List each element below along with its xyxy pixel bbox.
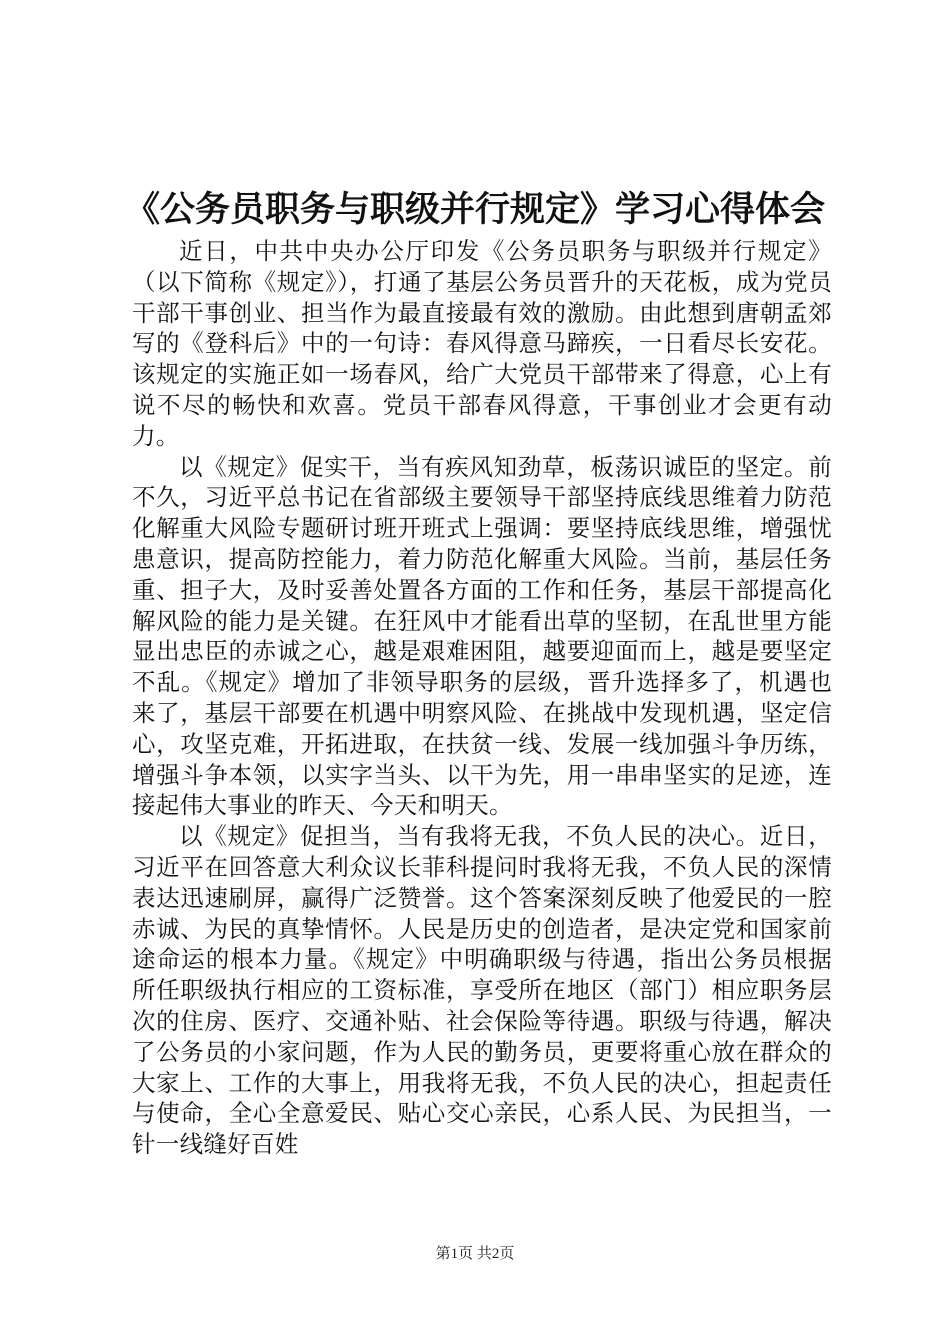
paragraph-2: 以《规定》促实干，当有疾风知劲草，板荡识诚臣的坚定。前不久，习近平总书记在省部级主要领导干部坚持底线思维着力防范化解重大风险专题研讨班开班式上强调：要坚持底线思维，增强忧患意识，提高防控能力，着力防范化解重大风险。当前，基层任务重、担子大，及时妥善处置各方面的工作和任务，基层干部提高化解风险的能力是关键。在狂风中才能看出草的坚韧，在乱世里方能显出忠臣的赤诚之心，越是艰难困阻，越要迎面而上，越是要坚定不乱。《规定》增加了非领导职务的层级，晋升选择多了，机遇也来了，基层干部要在机遇中明察风险、在挑战中发现机遇，坚定信心，攻坚克难，开拓进取，在扶贫一线、发展一线加强斗争历练，增强斗争本领，以实字当头、以干为先，用一串串坚实的足迹，连接起伟大事业的昨天、今天和明天。 bbox=[132, 452, 832, 820]
paragraph-1: 近日，中共中央办公厅印发《公务员职务与职级并行规定》（以下简称《规定》），打通了基层公务员晋升的天花板，成为党员干部干事创业、担当作为最直接最有效的激励。由此想到唐朝孟郊写的《登科后》中的一句诗：春风得意马蹄疾，一日看尽长安花。该规定的实施正如一场春风，给广大党员干部带来了得意，心上有说不尽的畅快和欢喜。党员干部春风得意，干事创业才会更有动力。 bbox=[132, 237, 832, 450]
paragraph-3: 以《规定》促担当，当有我将无我，不负人民的决心。近日，习近平在回答意大利众议长菲科提问时我将无我，不负人民的深情表达迅速刷屏，赢得广泛赞誉。这个答案深刻反映了他爱民的一腔赤诚、为民的真挚情怀。人民是历史的创造者，是决定党和国家前途命运的根本力量。《规定》中明确职级与待遇，指出公务员根据所任职级执行相应的工资标准，享受所在地区（部门）相应职务层次的住房、医疗、交通补贴、社会保险等待遇。职级与待遇，解决了公务员的小家问题，作为人民的勤务员，更要将重心放在群众的大家上、工作的大事上，用我将无我，不负人民的决心，担起责任与使命，全心全意爱民、贴心交心亲民，心系人民、为民担当，一针一线缝好百姓 bbox=[132, 822, 832, 1159]
document-body bbox=[132, 236, 832, 1160]
page-number-footer: 第1页 共2页 bbox=[435, 1246, 515, 1262]
document-title: 《公务员职务与职级并行规定》学习心得体会 bbox=[124, 189, 825, 230]
